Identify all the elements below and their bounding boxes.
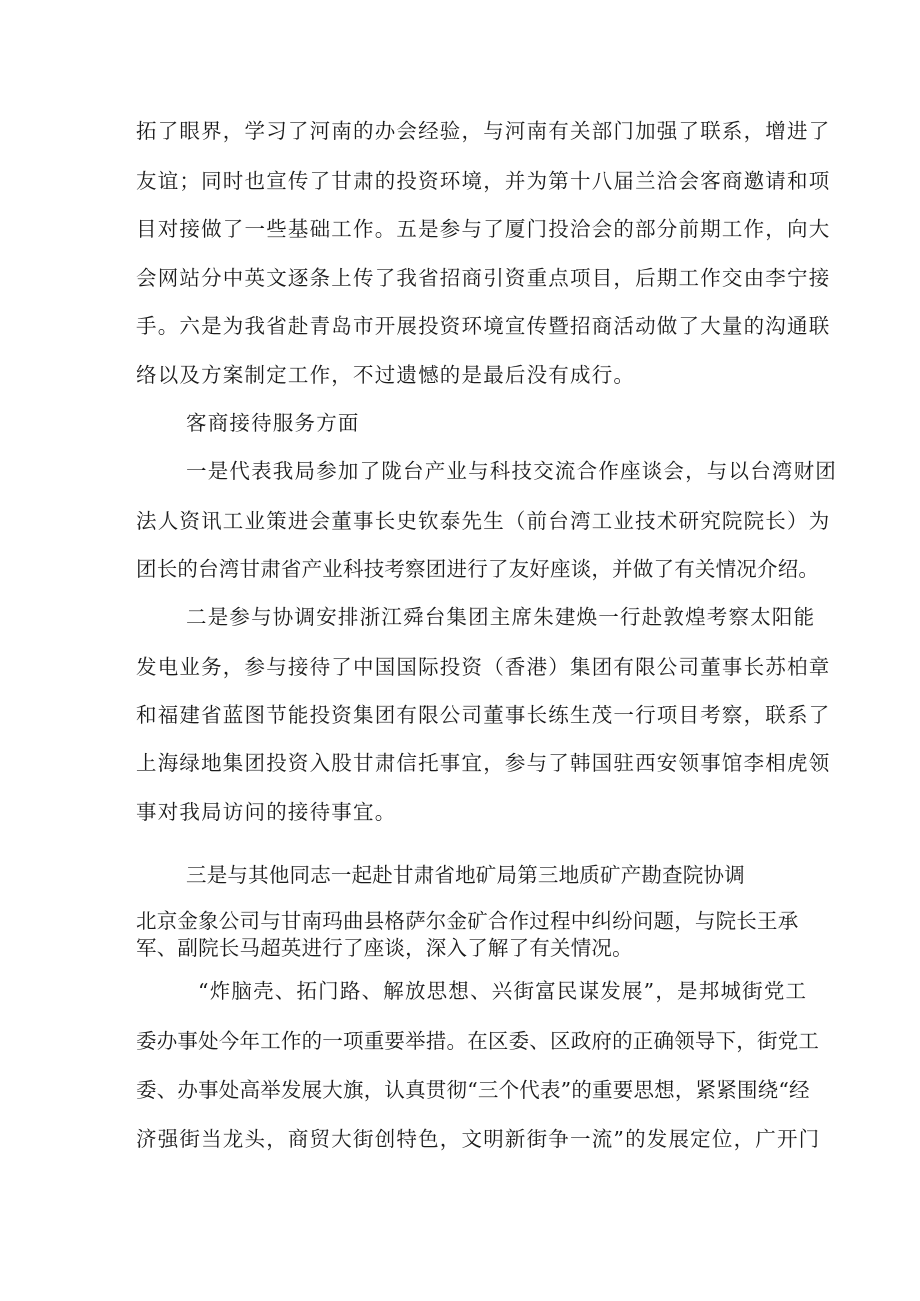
section-heading: 客商接待服务方面 — [186, 411, 360, 435]
paragraph-line: 一是代表我局参加了陇台产业与科技交流合作座谈会，与以台湾财团 — [186, 459, 837, 483]
paragraph-line: 上海绿地集团投资入股甘肃信托事宜，参与了韩国驻西安领事馆李相虎领 — [136, 751, 831, 775]
paragraph-line: 委办事处今年工作的一项重要举措。在区委、区政府的正确领导下，街党工 — [136, 1029, 820, 1053]
paragraph-line: 北京金象公司与甘南玛曲县格萨尔金矿合作过程中纠纷问题，与院长王承 — [136, 909, 799, 933]
paragraph-line: 法人资讯工业策进会董事长史钦泰先生（前台湾工业技术研究院院长）为 — [136, 509, 831, 533]
paragraph-line: 事对我局访问的接待事宜。 — [136, 800, 397, 824]
paragraph-line: 军、副院长马超英进行了座谈，深入了解了有关情况。 — [136, 936, 633, 960]
paragraph-line: 会网站分中英文逐条上传了我省招商引资重点项目，后期工作交由李宁接 — [136, 266, 831, 290]
paragraph-line: 发电业务，参与接待了中国国际投资（香港）集团有限公司董事长苏柏章 — [136, 655, 831, 679]
paragraph-line: 二是参与协调安排浙江舜台集团主席朱建焕一行赴敦煌考察太阳能 — [186, 605, 816, 629]
paragraph-line: 络以及方案制定工作，不过遗憾的是最后没有成行。 — [136, 363, 636, 387]
paragraph-line: 拓了眼界，学习了河南的办会经验，与河南有关部门加强了联系，增进了 — [136, 119, 831, 143]
paragraph-line: 委、办事处高举发展大旗，认真贯彻“三个代表”的重要思想，紧紧围绕“经 — [136, 1078, 810, 1102]
paragraph-line: “炸脑壳、拓门路、解放思想、兴街富民谋发展”，是邦城街党工 — [198, 979, 808, 1003]
paragraph-line: 济强街当龙头，商贸大街创特色，文明新街争一流”的发展定位，广开门 — [136, 1127, 821, 1151]
paragraph-line: 和福建省蓝图节能投资集团有限公司董事长练生茂一行项目考察，联系了 — [136, 703, 831, 727]
paragraph-line: 团长的台湾甘肃省产业科技考察团进行了友好座谈，并做了有关情况介绍。 — [136, 557, 820, 581]
paragraph-line: 友谊；同时也宣传了甘肃的投资环境，并为第十八届兰洽会客商邀请和项 — [136, 169, 831, 193]
paragraph-line: 三是与其他同志一起赴甘肃省地矿局第三地质矿产勘查院协调 — [186, 863, 745, 887]
paragraph-line: 手。六是为我省赴青岛市开展投资环境宣传暨招商活动做了大量的沟通联 — [136, 314, 831, 338]
paragraph-line: 目对接做了一些基础工作。五是参与了厦门投洽会的部分前期工作，向大 — [136, 217, 831, 241]
